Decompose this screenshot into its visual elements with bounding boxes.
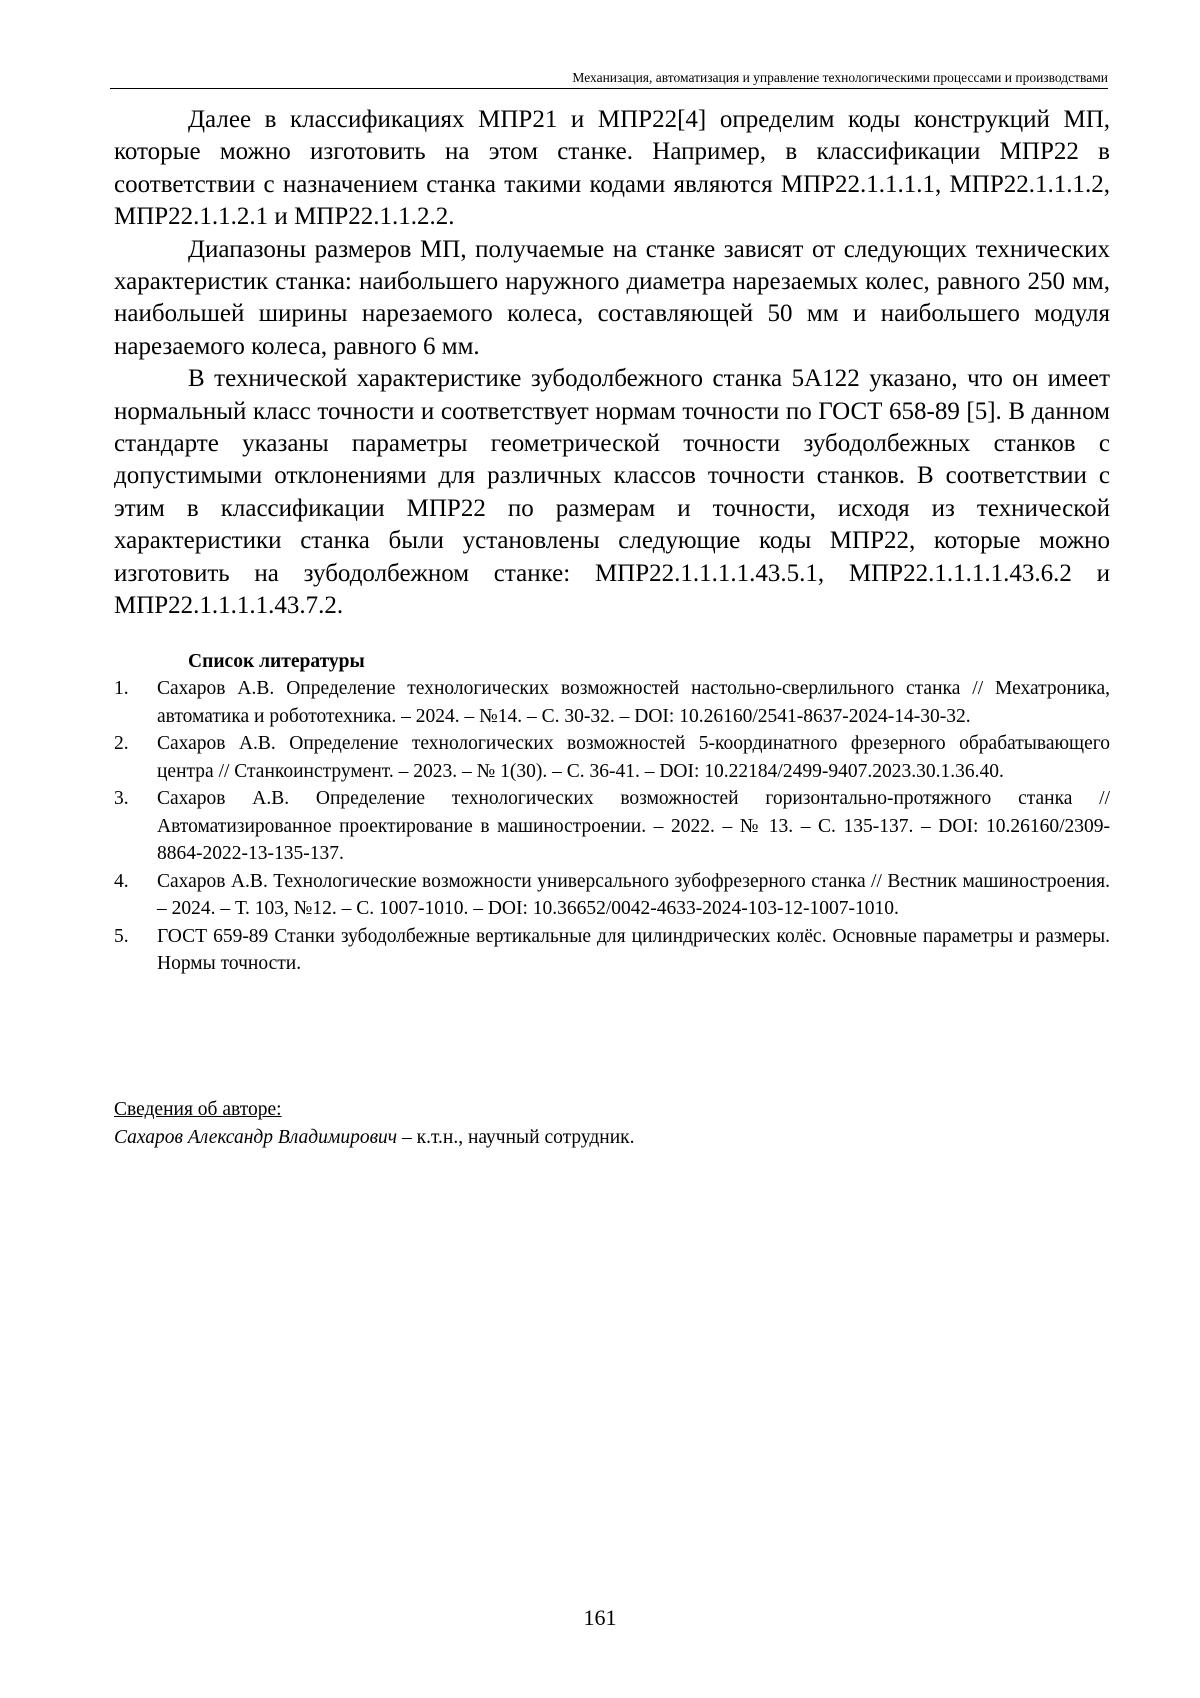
reference-list	[114, 675, 1110, 978]
reference-item-5	[114, 923, 1110, 978]
body-text	[114, 104, 1110, 623]
reference-item-2	[114, 730, 1110, 785]
page	[0, 0, 1200, 1698]
author-line	[114, 1124, 1110, 1152]
reference-number: 5.	[114, 923, 129, 951]
running-head: Механизация, автоматизация и управление технологическими процессами и производствами	[110, 70, 1108, 86]
body-paragraph-2: Диапазоны размеров МП, получаемые на станке зависят от следующих технических характеристик станка: наибольшего наружного диаметра нарезаемых колес, равного 250 мм, наибольшей ширины нарезаемого колеса, составляющей 50 мм и наибольшего модуля нарезаемого колеса, равного 6 мм.	[114, 234, 1110, 364]
author-heading: Сведения об авторе:	[114, 1096, 1110, 1124]
reference-text: Сахаров А.В. Определение технологических возможностей горизонтально-протяжного станка // Автоматизированное проектирование в машиностроении. – 2022. – № 13. – С. 135-137. – DOI: 10.26160/2309-8864-2022-13-135-137.	[157, 788, 1110, 864]
references-title: Список литературы	[188, 650, 1110, 674]
header-rule	[110, 88, 1108, 89]
reference-text: ГОСТ 659-89 Станки зубодолбежные вертикальные для цилиндрических колёс. Основные параметры и размеры. Нормы точности.	[157, 926, 1110, 975]
body-paragraph-3: В технической характеристике зубодолбежного станка 5А122 указано, что он имеет нормальный класс точности и соответствует нормам точности по ГОСТ 658-89 [5]. В данном стандарте указаны параметры геометрической точности зубодолбежных станков с допустимыми отклонениями для различных классов точности станков. В соответствии с этим в классификации МПР22 по размерам и точности, исходя из технической характеристики станка были установлены следующие коды МПР22, которые можно изготовить на зубодолбежном станке: МПР22.1.1.1.1.43.5.1, МПР22.1.1.1.1.43.6.2 и МПР22.1.1.1.1.43.7.2.	[114, 363, 1110, 622]
reference-item-4	[114, 868, 1110, 923]
references-section	[114, 650, 1110, 978]
reference-number: 2.	[114, 730, 129, 758]
author-name: Сахаров Александр Владимирович	[114, 1127, 397, 1148]
reference-number: 1.	[114, 675, 129, 703]
page-number: 161	[0, 1605, 1200, 1631]
reference-text: Сахаров А.В. Определение технологических возможностей настольно-сверлильного станка // Мехатроника, автоматика и робототехника. – 2024. – №14. – С. 30-32. – DOI: 10.26160/2541-8637-2024-14-30-32.	[157, 678, 1110, 727]
body-paragraph-1: Далее в классификациях МПР21 и МПР22[4] определим коды конструкций МП, которые можно изготовить на этом станке. Например, в классификации МПР22 в соответствии с назначением станка такими кодами являются МПР22.1.1.1.1, МПР22.1.1.1.2, МПР22.1.1.2.1 и МПР22.1.1.2.2.	[114, 104, 1110, 234]
reference-text: Сахаров А.В. Технологические возможности универсального зубофрезерного станка // Вестник машиностроения. – 2024. – Т. 103, №12. – С. 1007-1010. – DOI: 10.36652/0042-4633-2024-103-12-1007-1010.	[157, 871, 1110, 920]
reference-item-3	[114, 785, 1110, 868]
author-info	[114, 1096, 1110, 1151]
author-details: – к.т.н., научный сотрудник.	[397, 1127, 634, 1148]
reference-text: Сахаров А.В. Определение технологических возможностей 5-координатного фрезерного обрабатывающего центра // Станкоинструмент. – 2023. – № 1(30). – С. 36-41. – DOI: 10.22184/2499-9407.2023.30.1.36.40.	[157, 733, 1110, 782]
reference-number: 3.	[114, 785, 129, 813]
reference-number: 4.	[114, 868, 129, 896]
reference-item-1	[114, 675, 1110, 730]
